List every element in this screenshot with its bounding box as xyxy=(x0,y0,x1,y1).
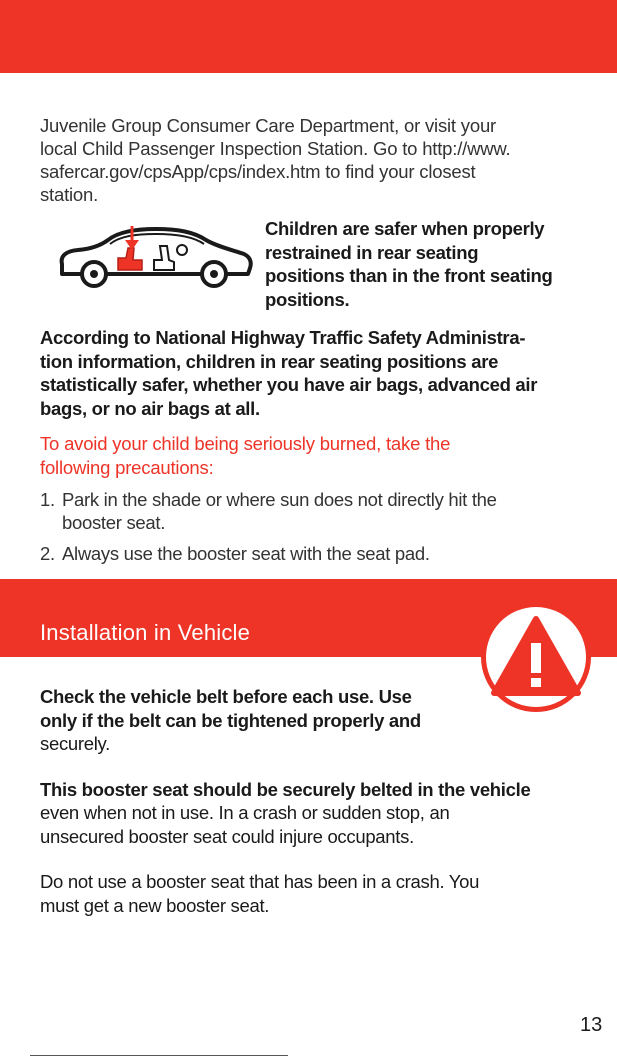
intro-line: Juvenile Group Consumer Care Department, or visit your xyxy=(40,115,496,136)
car-caption-line: positions. xyxy=(265,288,350,310)
nhtsa-line: According to National Highway Traffic Safety Administra- xyxy=(40,327,526,348)
nhtsa-line: tion information, children in rear seating positions are xyxy=(40,350,499,372)
nhtsa-line: bags, or no air bags at all. xyxy=(40,397,260,419)
intro-line: station. xyxy=(40,184,99,205)
installation-line: unsecured booster seat could injure occupants. xyxy=(40,825,414,847)
page-number: 13 xyxy=(580,1014,603,1036)
car-caption xyxy=(265,217,595,311)
installation-line: Do not use a booster seat that has been in a crash. You xyxy=(40,871,480,892)
precaution-text: Always use the booster seat with the seat pad. xyxy=(62,543,430,564)
precaution-number: 1. xyxy=(40,489,55,510)
precaution-list xyxy=(40,488,600,573)
installation-paragraph xyxy=(40,870,600,917)
precaution-text: Park in the shade or where sun does not directly hit the xyxy=(62,489,497,510)
car-caption-line: positions than in the front seating xyxy=(265,265,553,286)
installation-text xyxy=(40,685,600,939)
precaution-item xyxy=(40,488,600,534)
burn-warning-title-line: following precautions: xyxy=(40,456,214,478)
installation-paragraph xyxy=(40,778,600,849)
car-rear-seat-diagram-icon xyxy=(56,226,254,296)
precaution-text: booster seat. xyxy=(62,512,166,533)
nhtsa-paragraph xyxy=(40,326,600,420)
installation-line: must get a new booster seat. xyxy=(40,894,270,916)
footer-rule xyxy=(30,1055,288,1056)
installation-line: Check the vehicle belt before each use. Use xyxy=(40,686,412,707)
burn-warning-title-line: To avoid your child being seriously burned, take the xyxy=(40,433,451,454)
intro-line: local Child Passenger Inspection Station. Go to http://www. xyxy=(40,138,511,159)
nhtsa-line: statistically safer, whether you have air bags, advanced air xyxy=(40,374,538,395)
intro-paragraph xyxy=(40,114,580,206)
installation-line: securely. xyxy=(40,733,110,754)
section-title: Installation in Vehicle xyxy=(40,620,251,645)
car-caption-line: restrained in rear seating xyxy=(265,241,479,263)
top-header-band xyxy=(0,0,617,73)
precaution-item xyxy=(40,542,600,565)
installation-paragraph xyxy=(40,685,600,756)
car-caption-line: Children are safer when properly xyxy=(265,218,545,239)
burn-warning-title xyxy=(40,432,600,479)
intro-line: safercar.gov/cpsApp/cps/index.htm to find your closest xyxy=(40,161,476,182)
installation-line: only if the belt can be tightened properly and xyxy=(40,709,421,731)
installation-line: This booster seat should be securely belted in the vehicle xyxy=(40,778,531,800)
installation-line: even when not in use. In a crash or sudden stop, an xyxy=(40,802,450,823)
precaution-number: 2. xyxy=(40,543,55,564)
